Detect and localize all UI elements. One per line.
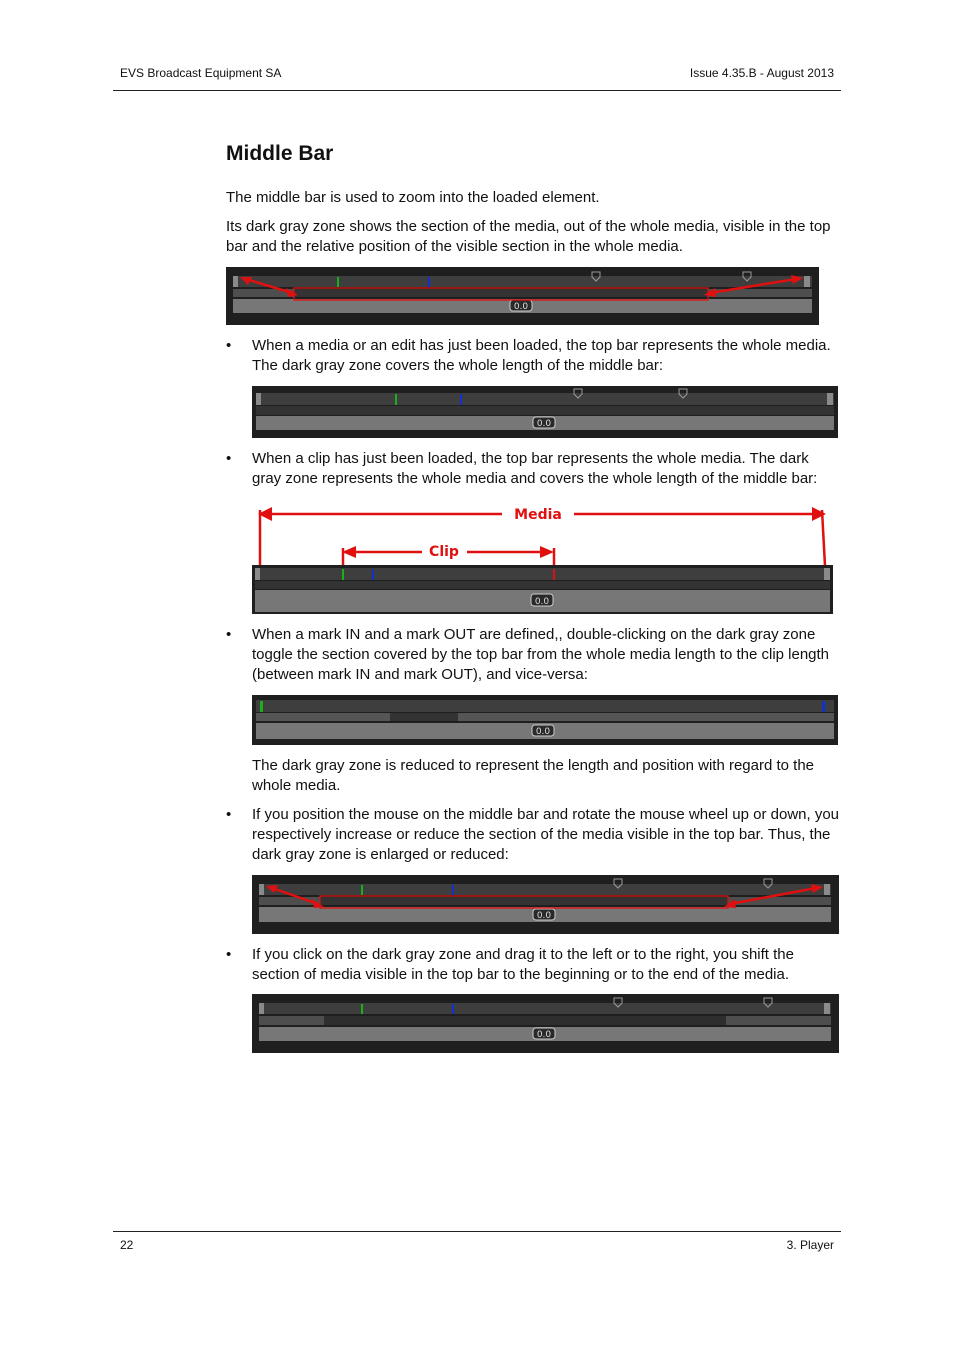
dark-zone-reduced-text: The dark gray zone is reduced to represent the length and position with regard to the whole media. <box>252 757 815 794</box>
bullet-text-4: If you position the mouse on the middle bar and rotate the mouse wheel up or down, you respectively increase or reduce the section of the media visible in the top bar. Thus, the dark gray zone is enlarged or reduced: <box>252 806 840 863</box>
header-company: EVS Broadcast Equipment SA <box>120 66 282 80</box>
footer-rule <box>113 1231 841 1232</box>
timecode-label: 0.0 <box>536 1030 552 1040</box>
screenshot-mark-in-out <box>252 695 838 745</box>
clip-annotation: Clip <box>429 544 459 560</box>
bullet-marker: • <box>226 337 232 354</box>
bullet-marker: • <box>226 450 232 467</box>
intro-paragraph: The middle bar is used to zoom into the loaded element. <box>226 189 600 206</box>
timecode-label: 0.0 <box>534 597 550 607</box>
screenshot-media-loaded <box>252 386 838 438</box>
header-issue: Issue 4.35.B - August 2013 <box>689 66 834 80</box>
bullet-marker: • <box>226 946 232 963</box>
timecode-label: 0.0 <box>536 419 552 429</box>
section-title: Middle Bar <box>226 142 334 165</box>
page-number: 22 <box>120 1238 134 1252</box>
timecode-label: 0.0 <box>536 911 552 921</box>
bullet-marker: • <box>226 626 232 643</box>
screenshot-mouse-wheel <box>252 875 839 934</box>
screenshot-drag-zone <box>252 994 839 1053</box>
intro-paragraph-2: Its dark gray zone shows the section of the media, out of the whole media, visible in the top bar and the relative position of the visible section in the whole media. <box>226 218 831 255</box>
screenshot-zoom-overview <box>226 267 819 325</box>
bullet-marker: • <box>226 806 232 823</box>
timecode-label: 0.0 <box>513 302 529 312</box>
timecode-label: 0.0 <box>535 727 551 737</box>
media-annotation: Media <box>514 507 562 523</box>
bullet-text-3: When a mark IN and a mark OUT are defined,, double-clicking on the dark gray zone toggle the section covered by the top bar from the whole media length to the clip length (between mark IN and mark OUT), and vice-versa: <box>252 626 830 683</box>
bullet-text-2: When a clip has just been loaded, the top bar represents the whole media. The dark gray zone represents the whole media and covers the whole length of the middle bar: <box>252 450 818 487</box>
chapter-name: 3. Player <box>786 1238 834 1252</box>
screenshot-clip-loaded <box>252 500 833 614</box>
header-rule <box>113 90 841 91</box>
bullet-text-1: When a media or an edit has just been loaded, the top bar represents the whole media. The dark gray zone covers the whole length of the middle bar: <box>252 337 831 374</box>
bullet-text-5: If you click on the dark gray zone and drag it to the left or to the right, you shift the section of media visible in the top bar to the beginning or to the end of the media. <box>252 946 794 983</box>
